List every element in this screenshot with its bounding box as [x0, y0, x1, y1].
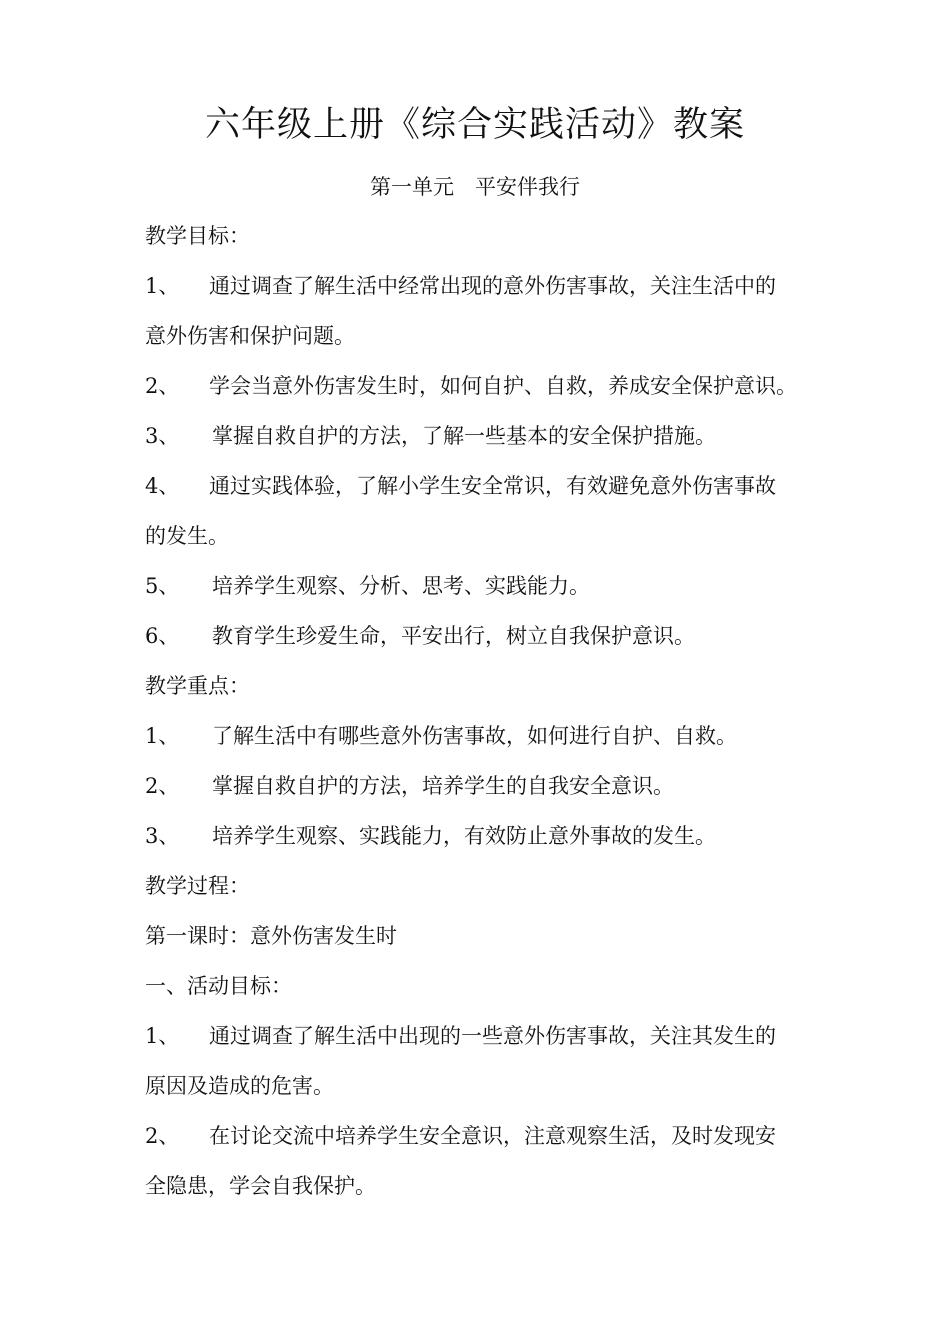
- goal-number: 6、: [145, 624, 180, 648]
- goal-item-4-continued: 的发生。: [145, 524, 229, 548]
- activity-heading: 一、活动目标：: [145, 974, 292, 998]
- goal-number: 1、: [145, 274, 180, 298]
- key-point-2: [145, 769, 810, 819]
- goal-text: 培养学生观察、分析、思考、实践能力。: [212, 574, 590, 598]
- goal-text: 教育学生珍爱生命，平安出行，树立自我保护意识。: [212, 624, 695, 648]
- activity-goal-2: [145, 1119, 810, 1169]
- key-point-number: 1、: [145, 724, 180, 748]
- goal-text: 掌握自救自护的方法，了解一些基本的安全保护措施。: [212, 424, 716, 448]
- goal-number: 3、: [145, 424, 180, 448]
- activity-goal-number: 1、: [145, 1024, 180, 1048]
- goal-item-1-continued: 意外伤害和保护问题。: [145, 324, 355, 348]
- goal-item-5: [145, 569, 810, 619]
- activity-goal-text: 通过调查了解生活中出现的一些意外伤害事故，关注其发生的: [209, 1024, 776, 1048]
- key-point-number: 2、: [145, 774, 180, 798]
- goal-number: 5、: [145, 574, 180, 598]
- key-point-text: 掌握自救自护的方法，培养学生的自我安全意识。: [212, 774, 674, 798]
- activity-goal-number: 2、: [145, 1124, 180, 1148]
- goal-number: 2、: [145, 374, 180, 398]
- unit-subtitle: 第一单元 平安伴我行: [370, 175, 580, 199]
- goal-text: 通过调查了解生活中经常出现的意外伤害事故，关注生活中的: [209, 274, 776, 298]
- key-point-3: [145, 819, 810, 869]
- goal-item-1: [145, 269, 810, 319]
- activity-goal-text: 在讨论交流中培养学生安全意识，注意观察生活，及时发现安: [209, 1124, 776, 1148]
- key-points-heading: 教学重点：: [145, 674, 250, 698]
- goal-number: 4、: [145, 474, 180, 498]
- process-heading: 教学过程：: [145, 874, 250, 898]
- goal-item-4: [145, 469, 810, 519]
- key-point-number: 3、: [145, 824, 180, 848]
- goal-text: 学会当意外伤害发生时，如何自护、自救，养成安全保护意识。: [209, 374, 797, 398]
- key-point-text: 了解生活中有哪些意外伤害事故，如何进行自护、自救。: [212, 724, 737, 748]
- goal-text: 通过实践体验，了解小学生安全常识，有效避免意外伤害事故: [209, 474, 776, 498]
- goal-item-6: [145, 619, 810, 669]
- key-point-text: 培养学生观察、实践能力，有效防止意外事故的发生。: [212, 824, 716, 848]
- lesson-heading: 第一课时：意外伤害发生时: [145, 924, 397, 948]
- goals-heading: 教学目标：: [145, 224, 250, 248]
- goal-item-2: [145, 369, 810, 419]
- document-title: 六年级上册《综合实践活动》教案: [204, 105, 745, 145]
- goal-item-3: [145, 419, 810, 469]
- key-point-1: [145, 719, 810, 769]
- activity-goal-2-continued: 全隐患，学会自我保护。: [145, 1174, 376, 1198]
- activity-goal-1-continued: 原因及造成的危害。: [145, 1074, 334, 1098]
- document-body: [145, 219, 810, 1219]
- activity-goal-1: [145, 1019, 810, 1069]
